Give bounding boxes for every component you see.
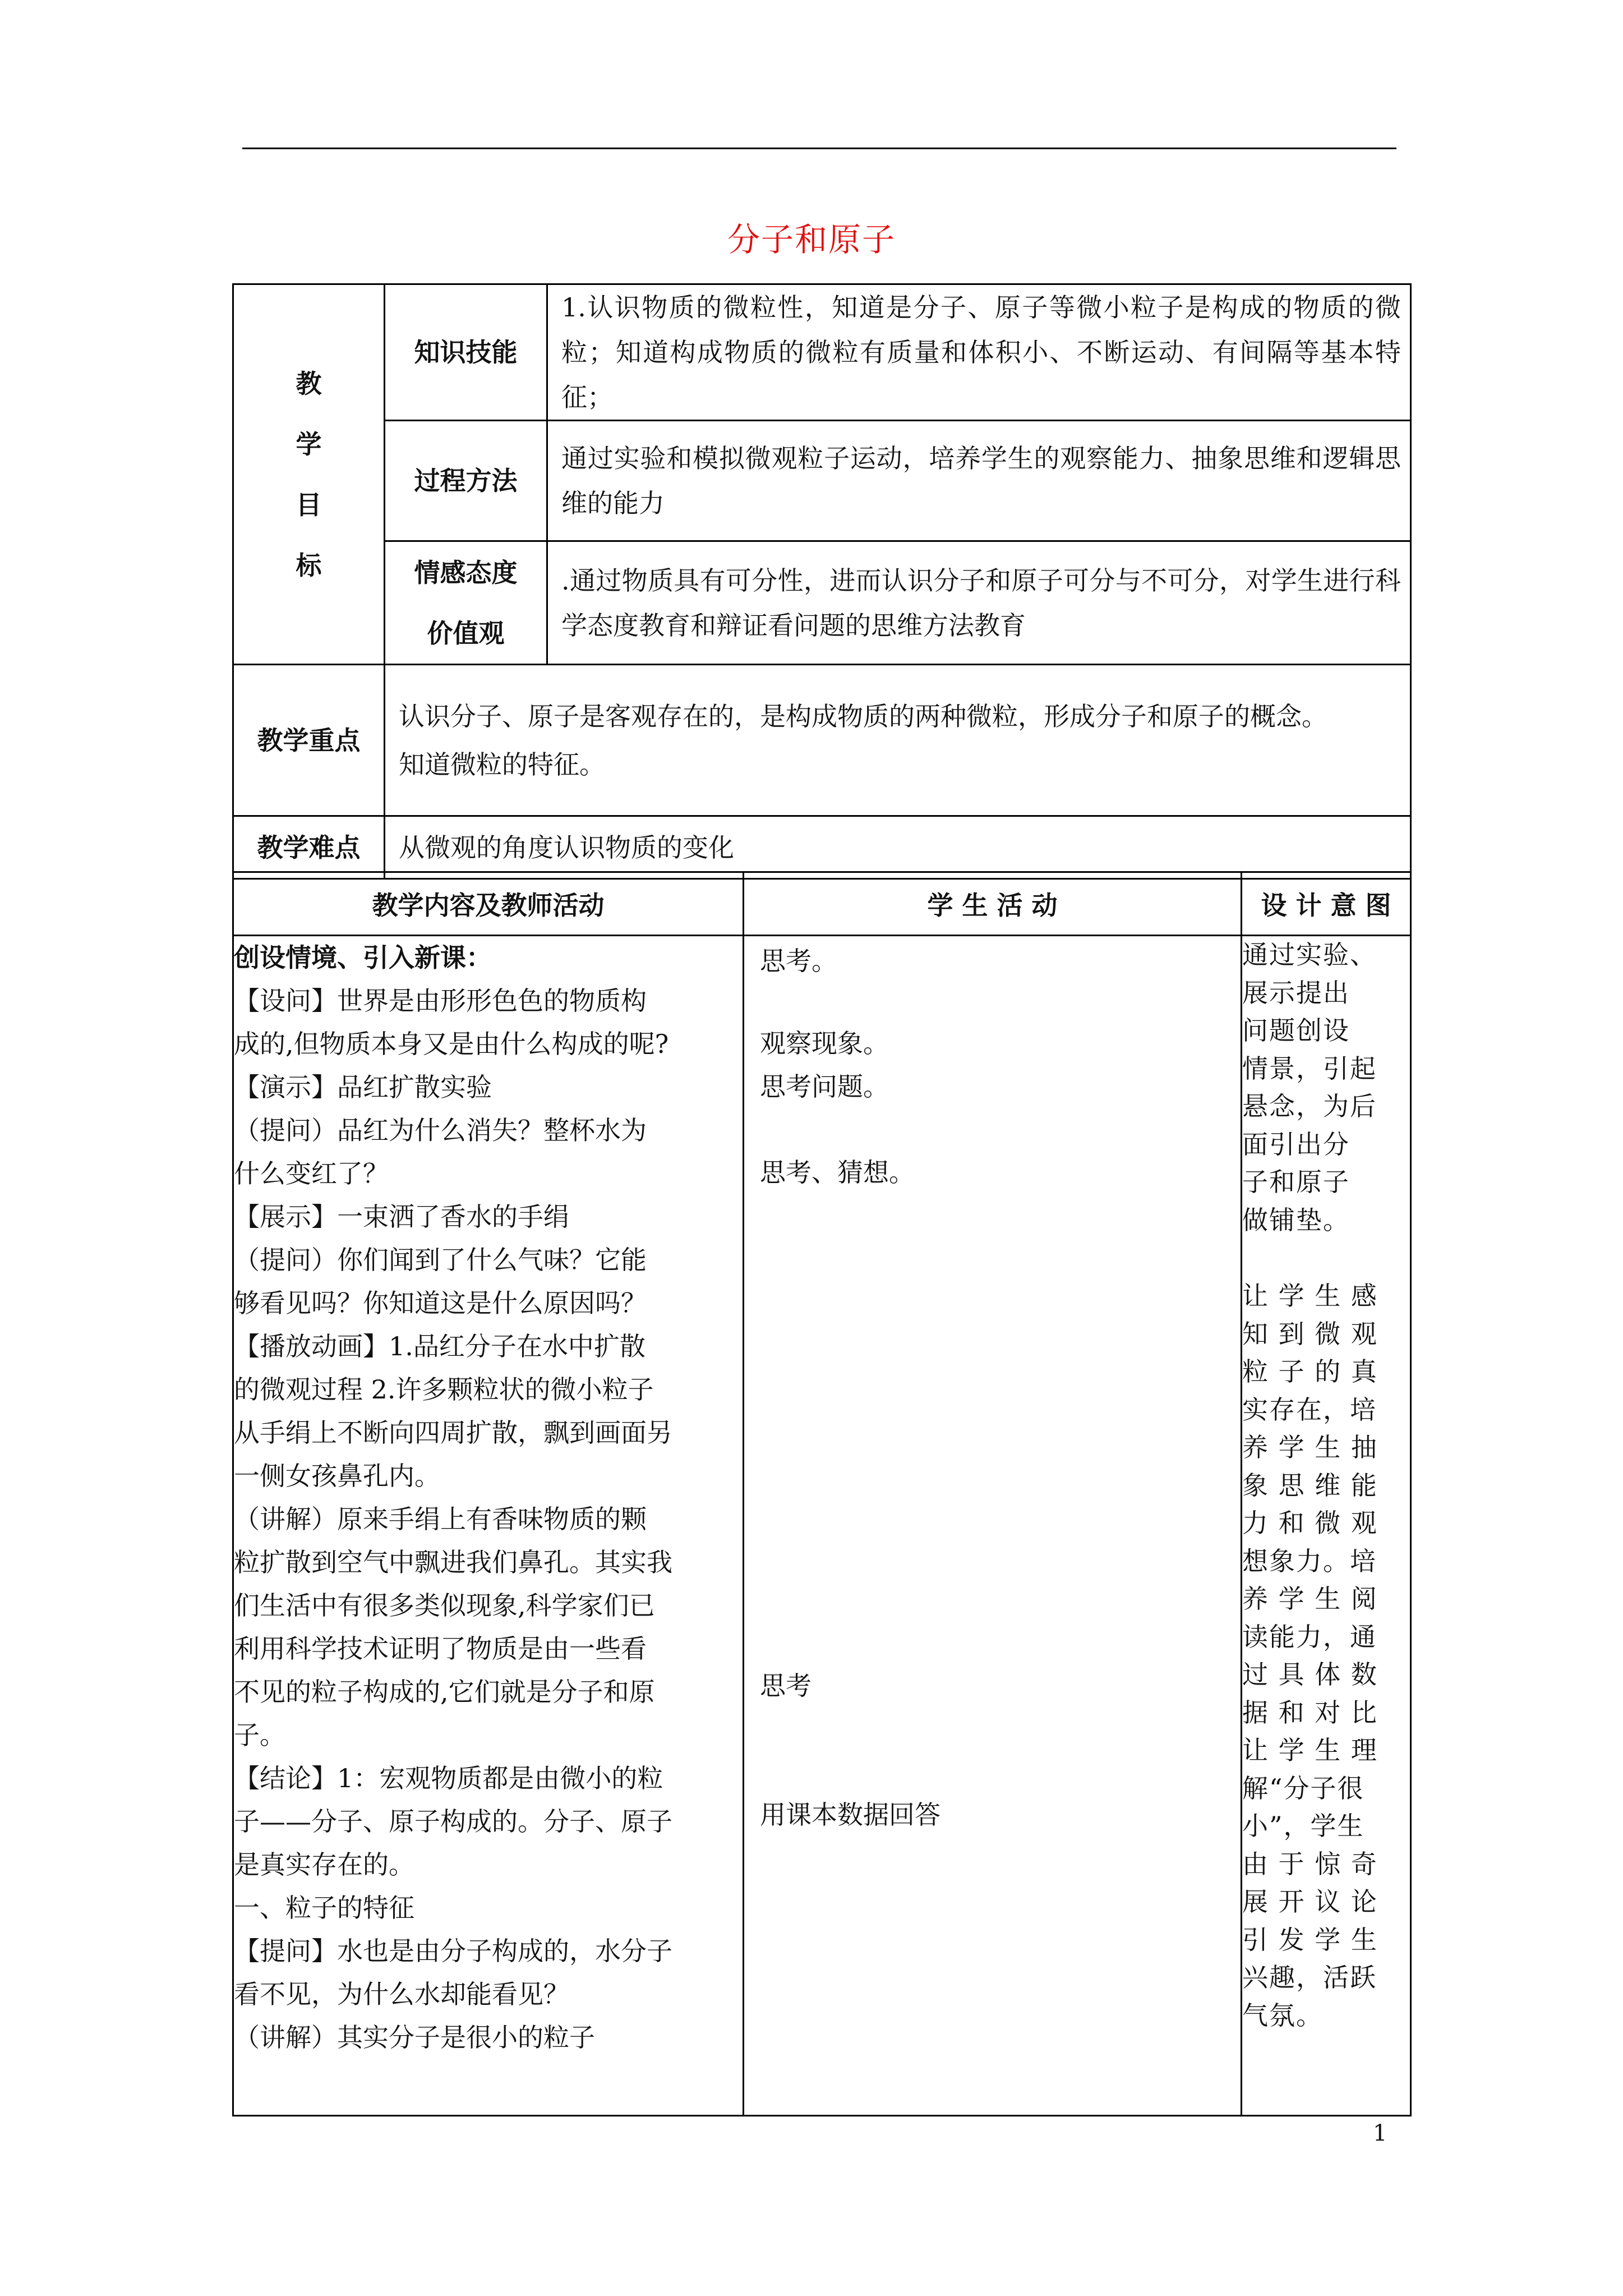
process-methods-label: 过程方法 xyxy=(385,421,547,541)
design-line: 做铺垫。 xyxy=(1242,1204,1350,1235)
teacher-line: 子——分子、原子构成的。分子、原子 xyxy=(234,1806,672,1837)
student-item: 思考。 xyxy=(760,946,837,976)
teacher-line: （讲解）其实分子是很小的粒子 xyxy=(234,2022,595,2053)
teacher-line: 从手绢上不断向四周扩散，飘到画面另 xyxy=(234,1418,672,1448)
attitude-values-label xyxy=(385,541,547,665)
knowledge-skills-label: 知识技能 xyxy=(385,284,547,421)
design-line: 过 具 体 数 xyxy=(1242,1659,1378,1690)
design-line: 想象力。培 xyxy=(1242,1545,1377,1576)
teacher-line: 【结论】1：宏观物质都是由微小的粒 xyxy=(234,1763,663,1793)
header-teacher-activity: 教学内容及教师活动 xyxy=(233,872,744,936)
page-number: 1 xyxy=(1373,2120,1387,2146)
header-student-activity: 学 生 活 动 xyxy=(744,872,1242,936)
activity-table xyxy=(232,871,1412,2116)
teacher-line: 【展示】一束洒了香水的手绢 xyxy=(234,1202,569,1232)
objectives-table xyxy=(232,283,1412,880)
teacher-line: 成的,但物质本身又是由什么构成的呢? xyxy=(234,1029,669,1059)
design-line: 小”，学生 xyxy=(1242,1811,1364,1841)
key-points-cell xyxy=(385,665,1411,816)
design-line: 由 于 惊 奇 xyxy=(1242,1848,1378,1879)
design-line: 气氛。 xyxy=(1242,2000,1323,2031)
teacher-line: 【提问】水也是由分子构成的，水分子 xyxy=(234,1936,672,1966)
teacher-line: 子。 xyxy=(234,1720,285,1750)
student-item: 思考问题。 xyxy=(760,1071,889,1102)
teacher-line: 看不见，为什么水却能看见？ xyxy=(234,1979,569,2009)
teacher-line: 粒扩散到空气中飘进我们鼻孔。其实我 xyxy=(234,1547,672,1577)
design-line: 力 和 微 观 xyxy=(1242,1508,1378,1538)
attitude-values-text: .通过物质具有可分性，进而认识分子和原子可分与不可分，对学生进行科学态度教育和辩证看问题的思维方法教育 xyxy=(547,541,1411,665)
design-line: 面引出分 xyxy=(1242,1129,1350,1159)
student-item: 用课本数据回答 xyxy=(760,1800,940,1830)
design-gap xyxy=(1242,1239,1410,1277)
teacher-line: 一、粒子的特征 xyxy=(234,1893,414,1923)
design-line: 让 学 生 理 xyxy=(1242,1735,1378,1765)
teacher-line: 一侧女孩鼻孔内。 xyxy=(234,1461,440,1491)
design-line: 让 学 生 感 xyxy=(1242,1281,1378,1311)
design-line: 子和原子 xyxy=(1242,1167,1350,1197)
design-line: 据 和 对 比 xyxy=(1242,1697,1378,1728)
design-line: 展 开 议 论 xyxy=(1242,1887,1378,1917)
teacher-line: 是真实存在的。 xyxy=(234,1849,414,1880)
attitude-label-line1: 情感态度 xyxy=(414,557,518,588)
objectives-group-label xyxy=(233,284,385,665)
teacher-line: 什么变红了？ xyxy=(234,1158,389,1189)
header-rule xyxy=(242,148,1396,149)
header-design-intent: 设 计 意 图 xyxy=(1242,872,1411,936)
design-line: 引 发 学 生 xyxy=(1242,1924,1378,1955)
teacher-line: 的微观过程 2.许多颗粒状的微小粒子 xyxy=(234,1374,654,1405)
key-points-line1: 认识分子、原子是客观存在的，是构成物质的两种微粒，形成分子和原子的概念。 xyxy=(399,701,1327,731)
design-line: 知 到 微 观 xyxy=(1242,1318,1378,1349)
knowledge-skills-text: 1.认识物质的微粒性，知道是分子、原子等微小粒子是构成的物质的微粒；知道构成物质的微粒有质量和体积小、不断运动、有间隔等基本特征； xyxy=(547,284,1411,421)
design-line: 读能力，通 xyxy=(1242,1621,1377,1652)
group-char: 标 xyxy=(296,550,322,581)
group-char: 学 xyxy=(296,429,322,459)
group-char: 目 xyxy=(296,489,322,520)
design-line: 通过实验、 xyxy=(1242,940,1377,970)
group-char: 教 xyxy=(296,368,322,399)
design-intent-cell xyxy=(1242,936,1411,2116)
teacher-activity-cell xyxy=(233,936,744,2116)
design-line: 实存在，培 xyxy=(1242,1394,1377,1425)
design-line: 兴趣，活跃 xyxy=(1242,1962,1377,1993)
student-item: 思考、猜想。 xyxy=(760,1157,915,1188)
teacher-line: 们生活中有很多类似现象,科学家们已 xyxy=(234,1590,655,1621)
teacher-line: （提问）品红为什么消失？整杯水为 xyxy=(234,1115,647,1145)
design-line: 象 思 维 能 xyxy=(1242,1470,1378,1501)
student-activity-cell xyxy=(744,936,1242,2116)
teacher-line: 【播放动画】1.品红分子在水中扩散 xyxy=(234,1331,645,1361)
teacher-line: 创设情境、引入新课： xyxy=(234,942,492,973)
page-title: 分子和原子 xyxy=(727,220,896,259)
design-line: 粒 子 的 真 xyxy=(1242,1356,1378,1387)
student-item: 观察现象。 xyxy=(760,1028,889,1059)
attitude-label-line2: 价值观 xyxy=(427,618,505,648)
teacher-line: 不见的粒子构成的,它们就是分子和原 xyxy=(234,1677,655,1707)
design-line: 问题创设 xyxy=(1242,1015,1350,1046)
teacher-line: 利用科学技术证明了物质是由一些看 xyxy=(234,1634,647,1664)
difficulty-text: 从微观的角度认识物质的变化 xyxy=(385,816,1411,879)
design-line: 展示提出 xyxy=(1242,977,1350,1008)
student-item: 思考 xyxy=(760,1671,811,1701)
key-points-label: 教学重点 xyxy=(233,665,385,816)
key-points-line2: 知道微粒的特征。 xyxy=(399,749,605,780)
teacher-line: （提问）你们闻到了什么气味？它能 xyxy=(234,1245,647,1275)
design-line: 养 学 生 阅 xyxy=(1242,1584,1378,1614)
teacher-line: 够看见吗？你知道这是什么原因吗？ xyxy=(234,1288,647,1318)
teacher-line: （讲解）原来手绢上有香味物质的颗 xyxy=(234,1504,647,1534)
difficulty-label: 教学难点 xyxy=(233,816,385,879)
design-line: 解“分子很 xyxy=(1242,1773,1364,1803)
teacher-line: 【演示】品红扩散实验 xyxy=(234,1072,492,1102)
teacher-line: 【设问】世界是由形形色色的物质构 xyxy=(234,986,647,1016)
design-line: 情景，引起 xyxy=(1242,1053,1377,1084)
process-methods-text: 通过实验和模拟微观粒子运动，培养学生的观察能力、抽象思维和逻辑思维的能力 xyxy=(547,421,1411,541)
design-line: 悬念，为后 xyxy=(1242,1091,1377,1121)
design-line: 养 学 生 抽 xyxy=(1242,1432,1378,1462)
